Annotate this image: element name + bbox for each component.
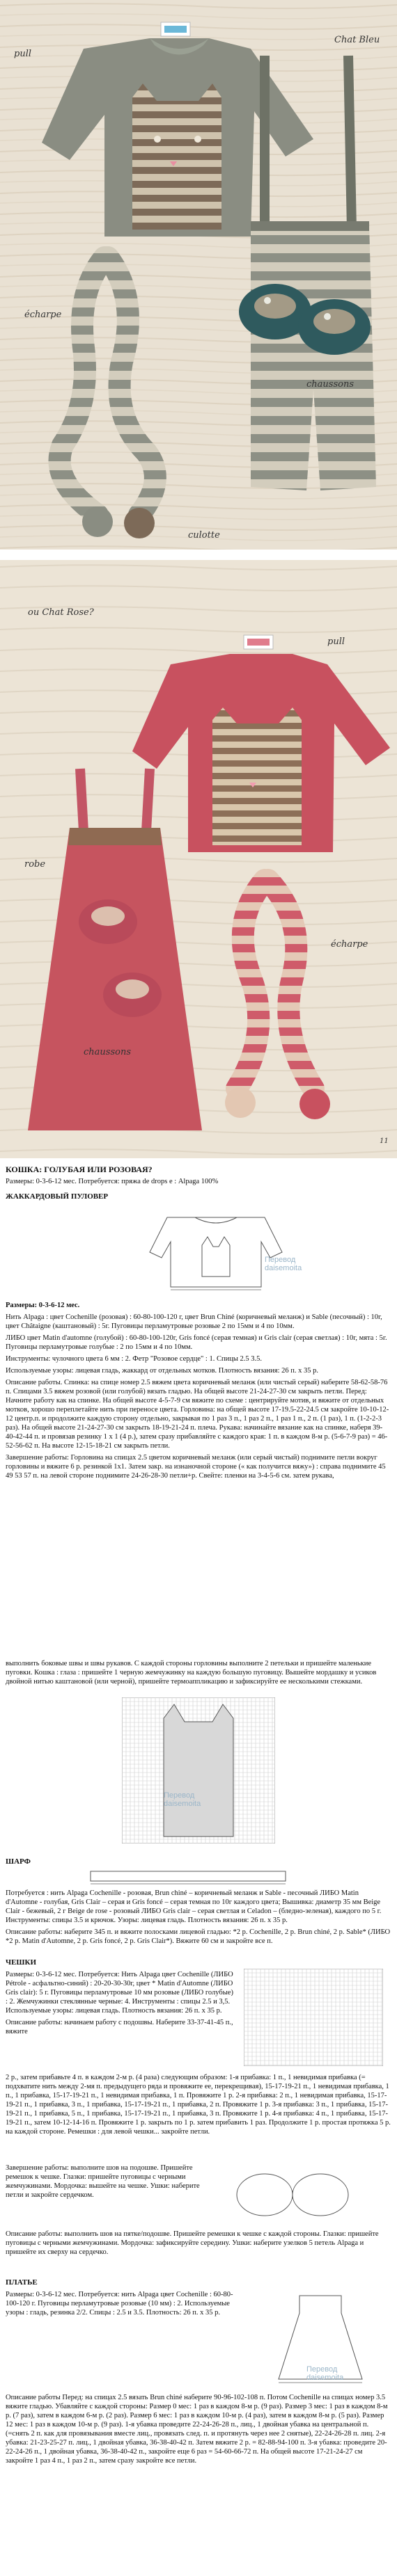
booties-heading: ЧЕШКИ (6, 1958, 37, 1967)
dress-heading: ПЛАТЬЕ (6, 2278, 38, 2287)
booties-schematic (230, 2163, 355, 2226)
pullover-text-1: Размеры: 0-3-6-12 мес. Нить Alpaga : цвет Cochenille (розовая) : 60-80-100-120 г, цвет Brun Chiné (коричневый меланж) и Sable (песочный) : 10г, цвет Châtaigne (каштановый) : 5г. Пуговицы перламутровые розовые 2 по 15мм и 4 по 10мм. ЛИБО цвет Matin d'automne (голубой) : 60-80-100-120г, Gris foncé (серая темная) и Gris clair (серая светлая) : 10г, мята : 5г. Пуговицы перламутровые голубые : 2 по 15мм и 4 по 10мм. Инструменты: чулочного цвета 6 мм : 2. Фетр "Розовое сердце" : 1. Спицы 2.5 3.5. Используемые узоры: лицевая гладь, жаккард от отдельных мотков. Плотность вязания: 26 п. x 35 р. Описание работы. Спинка: на спице номер 2.5 вяжем цвета коричневый меланж (или чистый серый) наберите 58-62-58-76 п. Спицами 3.5 вяжем розовой (или голубой) вязать гладью. На общей высоте 21-24-27-30 см закрыть петли. Перед: Начните работу как на спинке. На общей высоте 4-5-7-9 см вяжите по схеме : центрируйте мотив, и вяжите от отдельных мотков, хорошо переплетайте нить при переносе цвета. Горловина: на общей высоте 17-19.5-22-24.5 см закройте 10-10-12-12 центр.п. и продолжите каждую сторону отдельно, закрывая по 1 раз 3 п., 1 раз 2 п., 1 раз 1 п., 2 п. (1 раз), 1 п. (1-2-2-3 раз). На общей высоте 21-24-27-30 см закрыть 18-19-21-24 п. плеча. Рукава: начинайте вязание как на спинке, наберя 39-40-42-44 п. и провязав резинку 1 х 1 (4 р.), затем сразу прибавляйте с каждого края: 1 п. в каждом 8-м р. (5-6-7-9 раз) = 46-52-56-62 п. На высоте 12-15-18-21 см закрыть петли. Завершение работы: Горловина на спицах 2.5 цветом коричневый меланж (или серый чистый) поднимите петли вокруг горловины и вяжите 6 р. резинкой 1х1. Затем закр. на изнаночной стороне (« как получится вяжу») : справа поднимите 45 49 53 57 п. на левой стороне поднимите 24-26-28-30 петли+р. Свейте: пленки на 3-4-5-6 см. затем рукава, (6, 1302, 389, 1480)
watermark-3: Перевод daisemoita (306, 2365, 344, 2382)
pullover-text-2: выполнить боковые швы и швы рукавов. С каждой стороны горловины выполните 2 петельки и пришейте маленькие пуговки. Кошка : глаза : пришейте 1 черную жемчужинку на каждую большую пуговицу. Вышейте мордашку и усиков двойной нитью каштановой (или черной), пришейте термоаппликацию и зафиксируйте ее несколькими стежками. (6, 1660, 377, 1686)
sizes-line: Размеры: 0-3-6-12 мес. Потребуется: пряжа de drops е : Alpaga 100% (6, 1178, 219, 1185)
booties-text-1: Размеры: 0-3-6-12 мес. Потребуется: Нить Alpaga цвет Cochenille (ЛИБО Pétrole - асфальтно-синий) : 20-20-30-30г, цвет * Matin d'Automne (ЛИБО Gris clair): 5 г. Пуговицы перламутровые 10 мм розовые (ЛИБО голубые) : 2. Жемчужинки стеклянные черные: 4. Инструменты : спицы 2.5 и 3,5. Используемые узоры: лицевая гладь. Плотность вязания: 26 п. x 35 р. Описание работы: начинаем работу с подошвы. Наберите 33-37-41-45 п., вяжите (6, 1971, 233, 2035)
pullover-heading: ЖАККАРДОВЫЙ ПУЛОВЕР (6, 1192, 109, 1201)
photo-chat-rose (0, 560, 397, 1158)
caption-pull-1: pull (14, 49, 32, 59)
caption-chaussons-2: chaussons (84, 1047, 131, 1057)
page-number: 11 (380, 1137, 389, 1145)
caption-chat-bleu: Chat Bleu (334, 35, 380, 45)
caption-pull-2: pull (327, 637, 345, 647)
scarf-heading: ШАРФ (6, 1857, 31, 1866)
scarf-text: Потребуется : нить Alpaga Cochenille - розовая, Brun chiné – коричневый меланж и Sable - песочный ЛИБО Matin d'Automne - голубая, Gris Clair – серая и Gris foncé – серая темная по 10г каждого цвета; Вышивка: диаметр 35 мм Beige Clair - бежевый, 2 г Beige de rose - розовый ЛИБО Gris clair – серая светлая и Celadon – (бледно-зеленая), каждого по 5 г. Инструменты: спицы 3.5 и крючок. Узоры: лицевая гладь. Плотность вязания: 26 п. x 35 р. Описание работы: наберите 345 п. и вяжите полосками лицевой гладью: *2 р. Cochenille, 2 р. Brun chiné, 2 р. Sable* (ЛИБО *2 р. Matin d'Automne, 2 p. Gris foncé, 2 p. Gris Clair*). Вяжите 60 см и закройте все п. (6, 1889, 391, 1945)
caption-robe: robe (24, 859, 46, 870)
booties-text-3: Завершение работы: выполните шов на подошве. Пришейте ремешок к чешке. Глазки: пришейте пуговицы с черными жемчужинами. Мордочка: вышейте на чешке. Ушки: наберите петли и закройте сердечком. (6, 2164, 200, 2199)
article-title: КОШКА: ГОЛУБАЯ ИЛИ РОЗОВАЯ? (6, 1165, 153, 1174)
photo-chat-bleu (0, 0, 397, 550)
jacquard-chart (122, 1697, 275, 1843)
watermark-2: Перевод daisemoita (164, 1791, 201, 1808)
caption-culotte: culotte (188, 530, 220, 541)
caption-echarpe-2: écharpe (331, 939, 368, 950)
caption-echarpe-1: écharpe (24, 310, 62, 320)
pattern-document (0, 1162, 397, 2576)
booties-text-2: 2 р., затем прибавьте 4 п. в каждом 2-м р. (4 раза) следующим образом: 1-я прибавка: 1 п., 1 невидимая прибавка (= подхватите нить между 2-мя п. предыдущего ряда и провяжите ее, перекрещивая), 15-17-19-21 п., 1 невидимая прибавка, 1 п., 1 прибавка, 15-17-19-21 п., 1 невидимая прибавка, 1 п. Провяжите 1 р. 2-я прибавка: 2 п., 1 невидимая прибавка, 15-17-19-21 п., 1 прибавка, 3 п., 1 прибавка, 15-17-19-21 п., 1 прибавка, 2 п. Провяжите 1 р. 3-я прибавка: 3 п., 1 прибавка, 15-17-19-21 п., 1 прибавка, 5 п., 1 прибавка, 15-17-19-21 п., 1 прибавка, 3 п. Провяжите 1 р. 4-я прибавка: 4 п., 1 прибавка, 15-17-19-21 п., затем 10-12-14-16 п. Провяжите 1 р. закрыть по 1 р. затем прибавить 1 раз. Продолжите 1 р. простая протяжка 5 р. на каждой стороне. Ремешки : для левой чешки... закройте петли. (6, 2074, 391, 2136)
booties-chart (244, 1969, 383, 2066)
booties-text-4: Описание работы: выполнить шов на пятке/подошве. Пришейте ремешки к чешке с каждой стороны. Глазки: пришейте пуговицы с черными жемчужинами. Мордочка: зафиксируйте середину. Ушки: наберите узелков 5 петель Alpaga и пришейте их сверху на сердечко. (6, 2230, 379, 2256)
dress-text-2: Описание работы Перед: на спицах 2.5 вязать Brun chiné наберите 90-96-102-108 п. Потом Cochenille на спицах номер 3.5 вяжите гладью. Убавляйте с каждой стороны: Размер 0 мес: 1 раз в каждом 8-м р. (9 раз). Размер 3 мес: 1 раз в каждом 8-м р. (7 раз), затем в каждом 6-м р. (2 раз). Размер 6 мес: 1 раз в каждом 10-м р. (4 раз), затем в каждом 8-м р. (5 раз). Размер 12 мес: 1 раз в каждом 10-м р. (9 раз). 1-я убавка проведите 22-24-26-28 п., лиц., 1 двойная убавка на центральной п. (=снять 2 п. как для провязывания вместе лиц., провязать след. п. и протянуть через нее 2 снятые), 22-24-26-28 п. лиц. 2-я убавка: 21-23-25-27 п. лиц., 1 двойная убавка, 36-38-40-42 п. Затем вяжите 2 р. = 82-88-94-100 п. 3-я убавка: проведите 20-22-24-26 п., 1 двойная убавка, 36-38-40-42 п., закройте еще 6 раз = 54-60-66-72 п. На общей высоте 17-21-24-27 см закройте 1 раз 4 п., 1 раз 2 п., затем сразу закройте все петли. (6, 2394, 388, 2465)
pullover-schematic (146, 1203, 286, 1294)
caption-chat-rose: ou Chat Rose? (28, 607, 94, 618)
dress-text-1: Размеры: 0-3-6-12 мес. Потребуется: нить Alpaga цвет Cochenille : 60-80-100-120 г. Пуговицы перламутровые розовые (10 мм) : 2. Используемые узоры : гладь, резинка 2/2. Спицы : 2.5 и 3.5. Плотность: 26 п. x 35 р. (6, 2291, 233, 2317)
watermark-1: Перевод daisemoita (265, 1256, 302, 1272)
caption-chaussons-1: chaussons (306, 379, 354, 390)
scarf-schematic (84, 1866, 293, 1887)
